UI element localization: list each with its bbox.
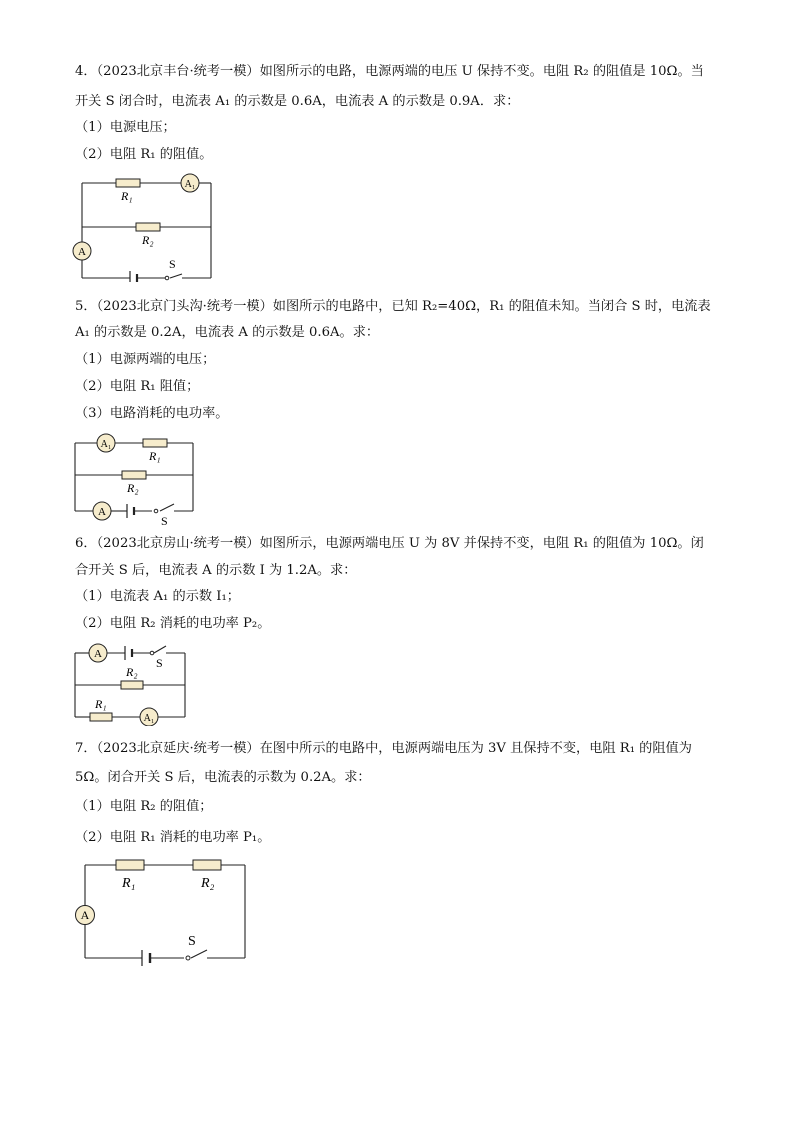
problem-4-line-1: 4．（2023北京丰台·统考一模）如图所示的电路，电源两端的电压 U 保持不变。电阻 R₂ 的阻值是 10Ω。当	[75, 64, 704, 79]
resistor-r2	[121, 681, 143, 689]
label-s: S	[161, 514, 168, 528]
resistor-r2	[122, 471, 146, 479]
problem-7-question-1: （1）电阻 R₂ 的阻值；	[75, 799, 213, 814]
problem-4-question-1: （1）电源电压；	[75, 120, 176, 135]
problem-6-question-1: （1）电流表 A₁ 的示数 I₁；	[75, 589, 240, 604]
label-a: A	[98, 506, 106, 518]
circuit-diagram-5	[70, 430, 200, 528]
label-s: S	[169, 257, 176, 271]
resistor-r1	[143, 439, 167, 447]
label-a: A	[94, 648, 102, 660]
switch-contact	[165, 276, 169, 280]
problem-5-line-1: 5．（2023北京门头沟·统考一模）如图所示的电路中，已知 R₂=40Ω，R₁ 的阻值未知。当闭合 S 时，电流表	[75, 299, 711, 314]
problem-4-line-2: 开关 S 闭合时，电流表 A₁ 的示数是 0.6A，电流表 A 的示数是 0.9A．求：	[75, 94, 520, 109]
label-a1: A₁	[100, 439, 112, 450]
label-r1: R₁	[149, 449, 161, 463]
resistor-r1	[90, 713, 112, 721]
label-r1: R₁	[121, 189, 133, 203]
label-r1: R₁	[95, 697, 107, 711]
label-r2: R₂	[126, 665, 138, 679]
label-s: S	[156, 656, 163, 670]
problem-7-question-2: （2）电阻 R₁ 消耗的电功率 P₁。	[75, 830, 271, 845]
problem-5-question-1: （1）电源两端的电压；	[75, 352, 216, 367]
resistor-r1	[116, 179, 140, 187]
resistor-r2	[193, 860, 221, 870]
label-a1: A₁	[184, 179, 196, 190]
label-a: A	[78, 246, 86, 258]
problem-5-question-2: （2）电阻 R₁ 阻值；	[75, 379, 200, 394]
circuit-diagram-4	[70, 170, 220, 282]
label-r1: R₁	[122, 876, 136, 891]
switch-contact	[150, 651, 154, 655]
label-a: A	[80, 908, 90, 922]
battery-icon	[142, 950, 150, 966]
label-a1: A₁	[143, 713, 155, 724]
problem-5-line-2: A₁ 的示数是 0.2A，电流表 A 的示数是 0.6A。求：	[75, 325, 380, 340]
resistor-r2	[136, 223, 160, 231]
label-s: S	[188, 934, 196, 949]
problem-5-question-3: （3）电路消耗的电功率。	[75, 406, 229, 421]
label-r2: R₂	[142, 233, 154, 247]
resistor-r1	[116, 860, 144, 870]
problem-6-line-1: 6．（2023北京房山·统考一模）如图所示，电源两端电压 U 为 8V 并保持不变，电阻 R₁ 的阻值为 10Ω。闭	[75, 536, 704, 551]
problem-7-line-2: 5Ω。闭合开关 S 后，电流表的示数为 0.2A。求：	[75, 770, 371, 785]
switch-contact	[186, 956, 190, 960]
label-r2: R₂	[127, 481, 139, 495]
circuit-diagram-7	[72, 852, 254, 970]
battery-icon	[127, 504, 134, 518]
switch-contact	[154, 509, 158, 513]
problem-7-line-1: 7．（2023北京延庆·统考一模）在图中所示的电路中，电源两端电压为 3V 且保持不变，电阻 R₁ 的阻值为	[75, 741, 692, 756]
problem-6-question-2: （2）电阻 R₂ 消耗的电功率 P₂。	[75, 616, 271, 631]
label-r2: R₂	[201, 876, 215, 891]
circuit-diagram-6	[70, 640, 192, 726]
problem-6-line-2: 合开关 S 后，电流表 A 的示数 I 为 1.2A。求：	[75, 563, 357, 578]
battery-icon	[125, 646, 132, 660]
problem-4-question-2: （2）电阻 R₁ 的阻值。	[75, 147, 213, 162]
battery-icon	[130, 271, 137, 282]
